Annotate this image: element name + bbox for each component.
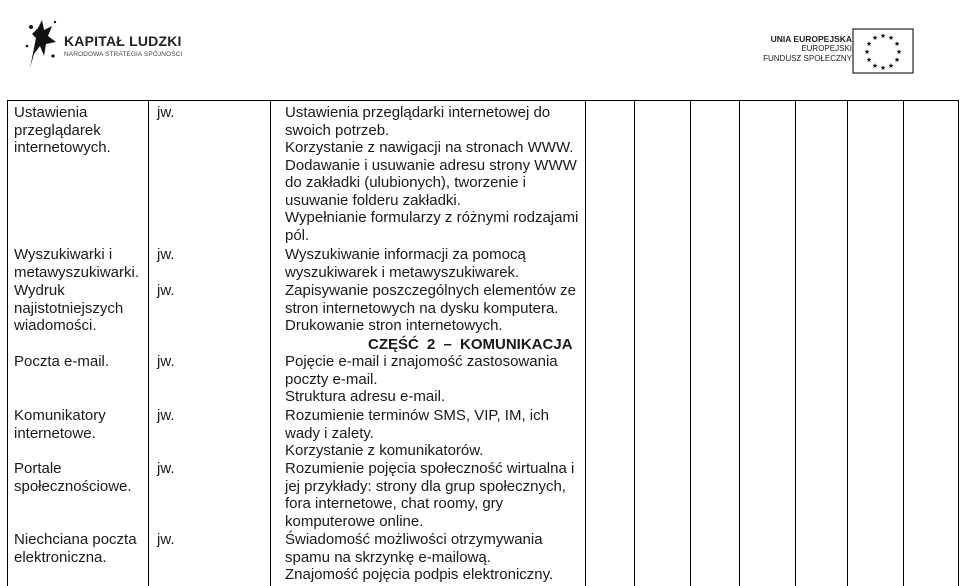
table-row-topic: Wyszukiwarki i metawyszukiwarki. [14,246,140,281]
eu-logo-text [732,34,852,64]
table-row-content: Wyszukiwanie informacji za pomocą wyszukiwarek i metawyszukiwarek. [285,246,526,281]
table-row-level: jw. [157,353,175,370]
svg-text:★: ★ [865,56,873,64]
table-row-topic: Wydruk najistotniejszych wiadomości. [14,282,124,334]
kapital-ludzki-title: KAPITAŁ LUDZKI [64,33,182,49]
eu-logo-line3: FUNDUSZ SPOŁECZNY [763,54,852,63]
svg-text:★: ★ [871,62,879,70]
table-row-level: jw. [157,460,175,477]
table-row-topic: Portale społecznościowe. [14,460,132,495]
table-row-content: Ustawienia przeglądarki internetowej do swoich potrzeb. Korzystanie z nawigacji na stronach WWW. Dodawanie i usuwanie adresu strony WWW do zakładki (ulubionych), tworzenie i usuwanie folderu zakładki. Wypełnianie formularzy z różnymi rodzajami pól. [285,104,579,244]
table-row-topic: Niechciana poczta elektroniczna. [14,531,137,566]
column-divider [585,100,586,586]
eu-logo [728,24,938,74]
kapital-ludzki-logo [22,16,183,72]
eu-logo-line2: EUROPEJSKI [801,44,852,53]
column-divider [270,100,271,586]
table-row-level: jw. [157,407,175,424]
svg-text:★: ★ [865,40,873,48]
column-divider [903,100,904,586]
column-divider [148,100,149,586]
section-heading: CZĘŚĆ 2 – KOMUNIKACJA [368,336,573,353]
svg-text:★: ★ [879,32,887,40]
table-row-topic: Komunikatory internetowe. [14,407,106,442]
eu-flag-icon [852,28,914,74]
table-row-topic: Ustawienia przeglądarek internetowych. [14,104,111,156]
table-row-level: jw. [157,531,175,548]
kapital-ludzki-subtitle: NARODOWA STRATEGIA SPÓJNOŚCI [64,51,183,58]
svg-text:★: ★ [871,34,879,42]
table-top-border [7,100,959,101]
svg-text:★: ★ [887,34,895,42]
svg-text:★: ★ [893,40,901,48]
svg-text:★: ★ [887,62,895,70]
table-row-content: Zapisywanie poszczególnych elementów ze stron internetowych na dysku komputera. Drukowanie stron internetowych. [285,282,576,334]
table-row-level: jw. [157,104,175,121]
column-divider [739,100,740,586]
table-left-border [7,100,8,586]
table-row-content: Rozumienie pojęcia społeczność wirtualna i jej przykłady: strony dla grup społecznych, fora internetowe, chat roomy, gry komputerowe online. [285,460,575,530]
column-divider [690,100,691,586]
svg-text:★: ★ [863,48,871,56]
eu-logo-line1: UNIA EUROPEJSKA [770,34,852,44]
column-divider [847,100,848,586]
column-divider [795,100,796,586]
svg-text:★: ★ [893,56,901,64]
table-row-level: jw. [157,246,175,263]
table-row-level: jw. [157,282,175,299]
table-row-content: Pojęcie e-mail i znajomość zastosowania poczty e-mail. Struktura adresu e-mail. [285,353,558,405]
table-row-content: Świadomość możliwości otrzymywania spamu na skrzynkę e-mailową. Znajomość pojęcia podpis elektroniczny. [285,531,554,583]
svg-text:★: ★ [895,48,903,56]
column-divider [634,100,635,586]
svg-text:★: ★ [879,64,887,72]
table-right-border [958,100,959,586]
table-row-topic: Poczta e-mail. [14,353,110,370]
kapital-ludzki-emblem-icon [22,16,62,72]
table-row-content: Rozumienie terminów SMS, VIP, IM, ich wady i zalety. Korzystanie z komunikatorów. [285,407,549,459]
